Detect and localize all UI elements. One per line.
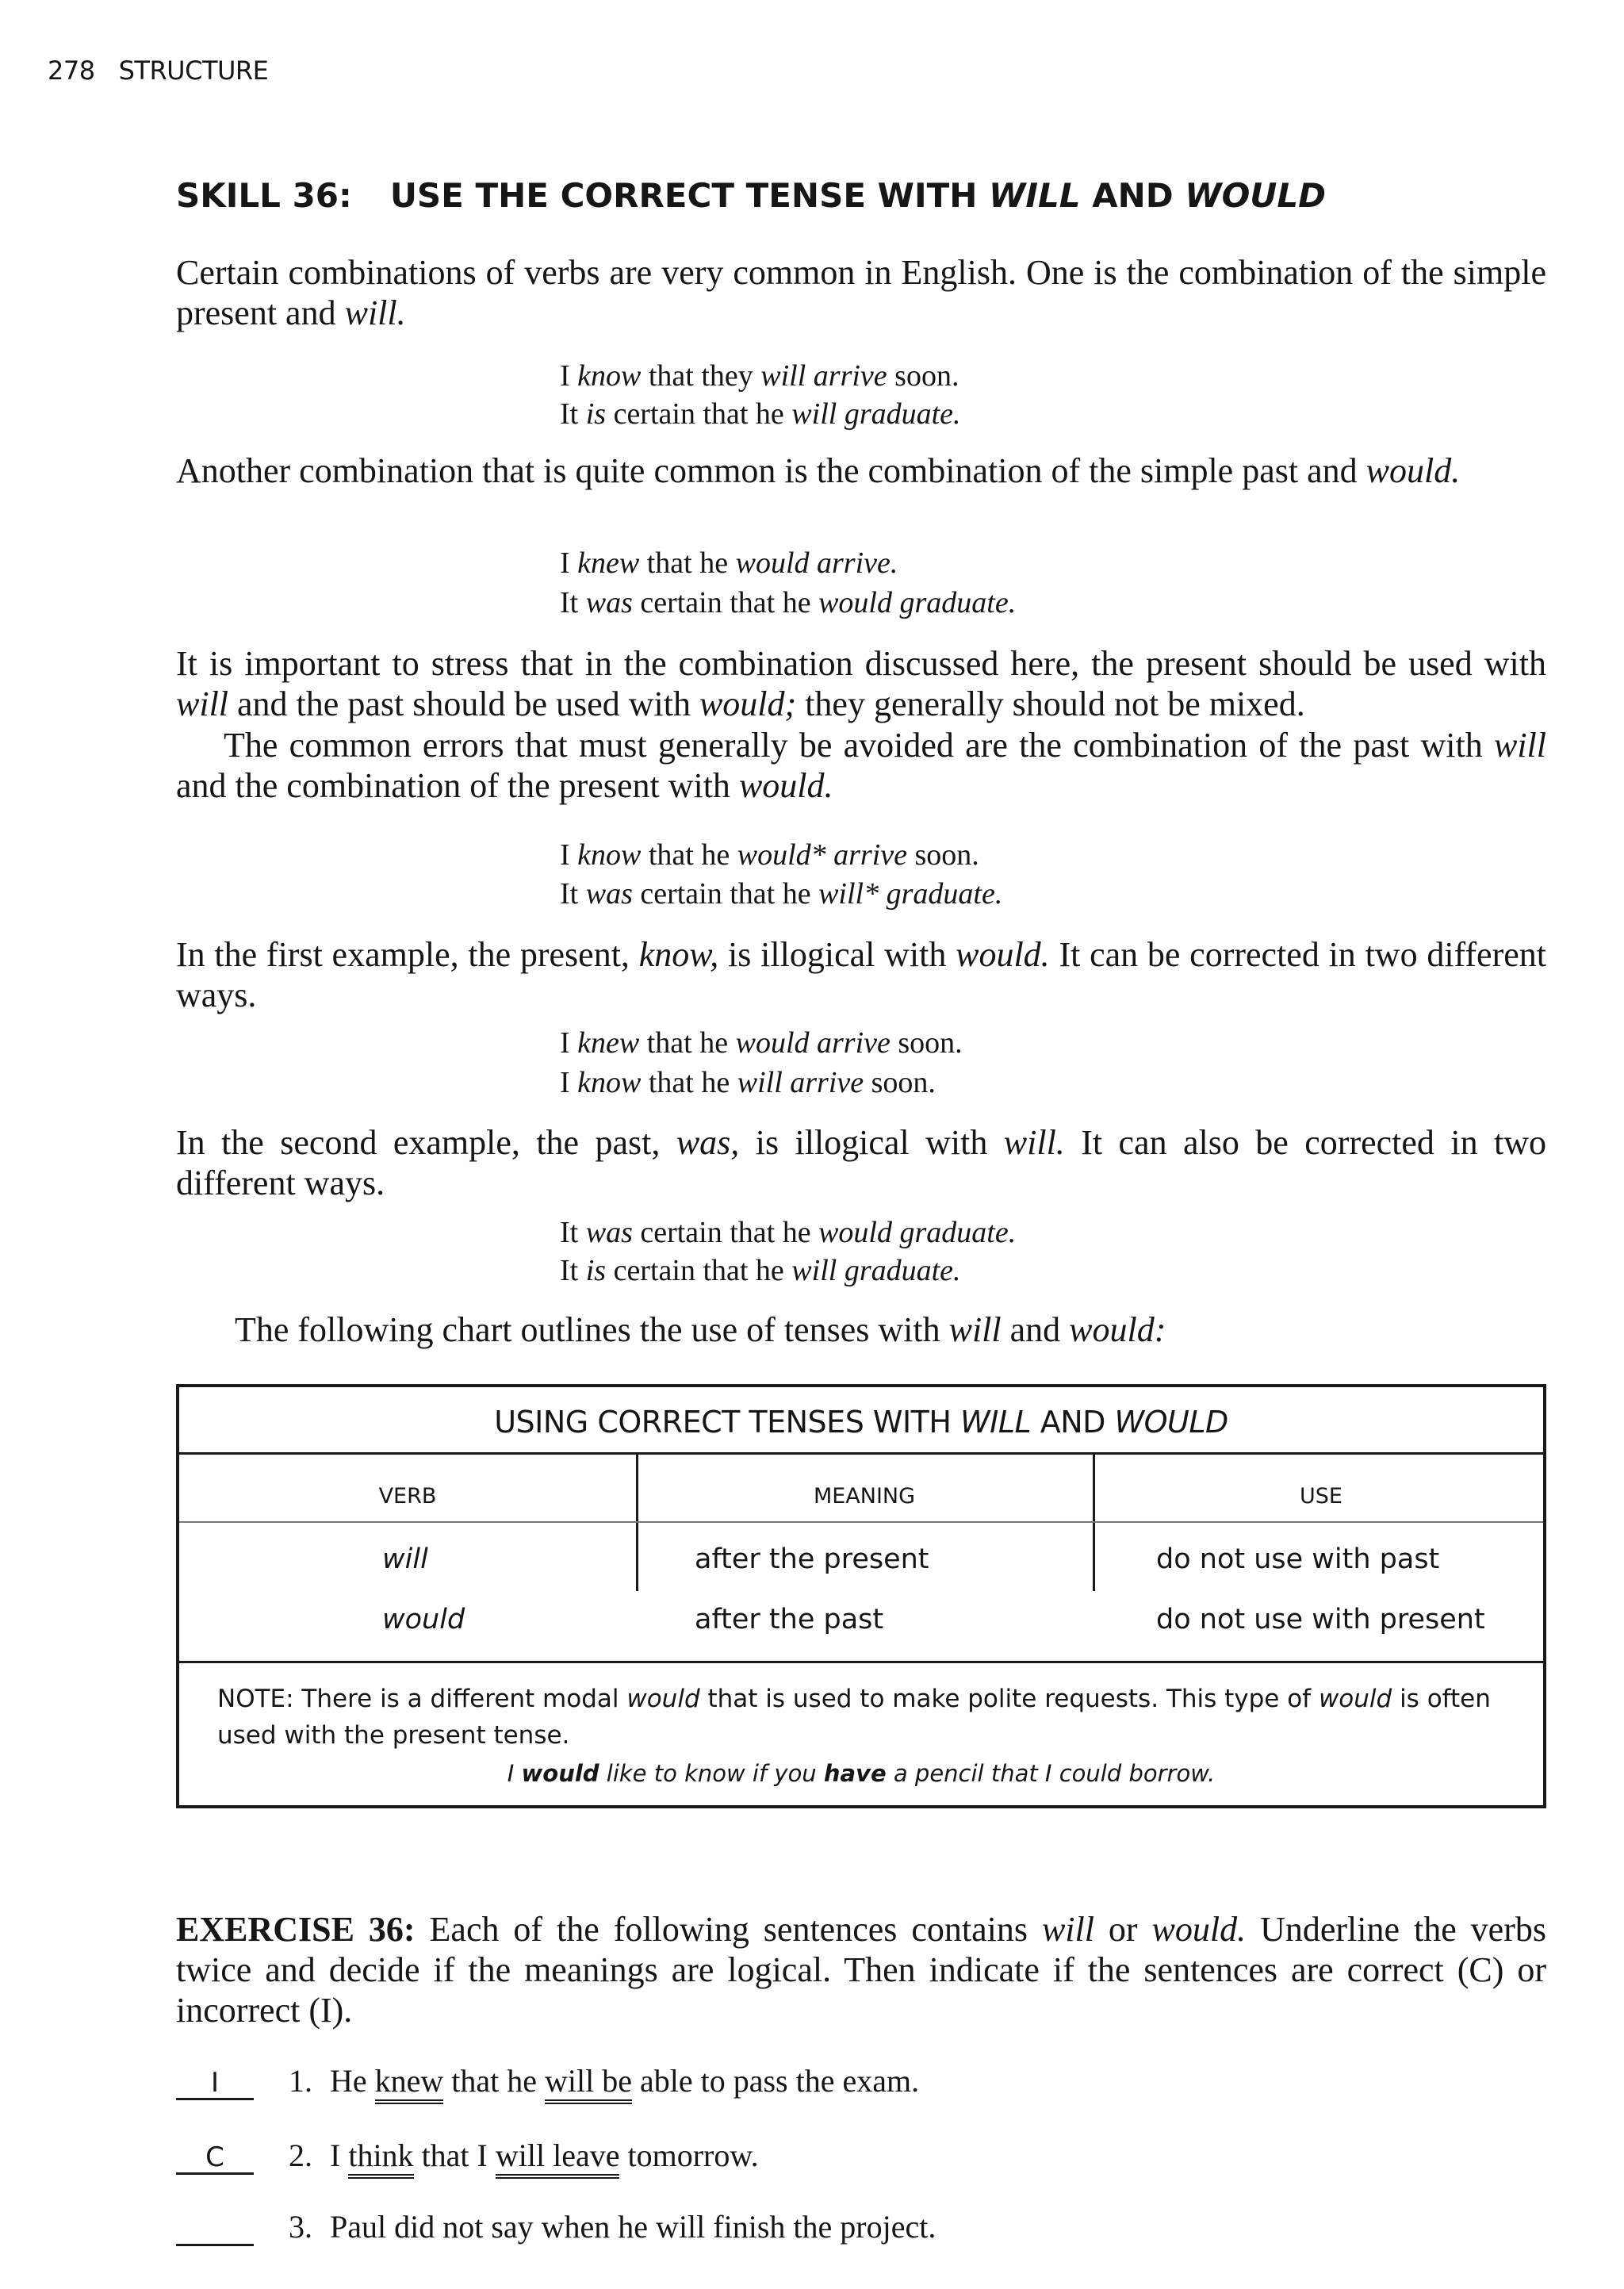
chart-divider (179, 1521, 1543, 1523)
running-header (48, 56, 268, 86)
paragraph-chart-intro: The following chart outlines the use of tenses with will and would: (235, 1310, 1166, 1349)
example-line: It is certain that he will graduate. (560, 1254, 961, 1287)
example-line: I know that he would* arrive soon. (560, 838, 979, 872)
answer-blank[interactable]: I (176, 2068, 254, 2100)
cell-meaning: after the past (695, 1604, 884, 1635)
underlined-verb: knew (375, 2063, 444, 2104)
exercise-item: 3. Paul did not say when he will finish the project. (176, 2208, 936, 2246)
paragraph-intro: Certain combinations of verbs are very common in English. One is the combination of the simple present and will. (176, 253, 1546, 332)
cell-use: do not use with present (1156, 1604, 1485, 1635)
example-line: It was certain that he would graduate. (560, 586, 1017, 619)
column-header-use: USE (1300, 1484, 1342, 1509)
section-name: STRUCTURE (118, 56, 269, 86)
cell-meaning: after the present (695, 1543, 929, 1575)
answer-blank[interactable]: C (176, 2142, 254, 2175)
cell-use: do not use with past (1156, 1543, 1440, 1575)
chart-divider (179, 1452, 1543, 1455)
exercise-item: I 1. He knew that he will be able to pass the exam. (176, 2062, 919, 2100)
chart-divider (179, 1661, 1543, 1663)
answer-blank[interactable] (176, 2214, 254, 2246)
chart-note: NOTE: There is a different modal would that is used to make polite requests. This type of would is often used with the present tense. (217, 1685, 1491, 1750)
column-header-verb: VERB (378, 1484, 437, 1509)
tense-chart (176, 1384, 1546, 1808)
paragraph-past-would: Another combination that is quite common is the combination of the simple past and would. (176, 451, 1461, 490)
chart-note-example: I would like to know if you have a pencil that I could borrow. (507, 1760, 1216, 1787)
cell-verb: will (382, 1543, 428, 1575)
example-line: I knew that he would arrive. (560, 546, 898, 580)
example-line: I know that they will arrive soon. (560, 359, 959, 393)
underlined-verb: will leave (496, 2138, 620, 2179)
skill-label: SKILL 36: (176, 176, 352, 215)
paragraph-first-example: In the first example, the present, know, is illogical with would. It can be corrected in two different ways. (176, 935, 1546, 1014)
example-line: I knew that he would arrive soon. (560, 1026, 963, 1060)
example-line: It was certain that he will* graduate. (560, 877, 1003, 911)
chart-title: USING CORRECT TENSES WITH WILL AND WOULD (494, 1405, 1228, 1440)
example-line: I know that he will arrive soon. (560, 1066, 936, 1099)
page-number: 278 (48, 56, 95, 86)
column-header-meaning: MEANING (813, 1484, 916, 1509)
cell-verb: would (382, 1604, 465, 1635)
underlined-verb: think (348, 2138, 413, 2179)
skill-title: USE THE CORRECT TENSE WITH WILL AND WOULD (389, 176, 1327, 215)
exercise-item: C 2. I think that I will leave tomorrow. (176, 2137, 759, 2175)
exercise-instructions: EXERCISE 36: Each of the following sentences contains will or would. Underline the verbs twice and decide if the meanings are logical. Then indicate if the sentences are correct (C) or incorrect (I). (176, 1910, 1546, 2030)
paragraph-important: It is important to stress that in the combination discussed here, the present should be used with will and the past should be used with would; they generally should not be mixed. (176, 644, 1546, 723)
paragraph-second-example: In the second example, the past, was, is illogical with will. It can also be corrected in two different ways. (176, 1123, 1546, 1202)
underlined-verb: will be (545, 2063, 632, 2104)
example-line: It is certain that he will graduate. (560, 397, 961, 431)
exercise-label: EXERCISE 36: (176, 1910, 416, 1949)
skill-heading (176, 176, 1326, 215)
example-line: It was certain that he would graduate. (560, 1216, 1017, 1249)
paragraph-common-errors: The common errors that must generally be avoided are the combination of the past with will and the combination of the present with would. (176, 726, 1546, 805)
